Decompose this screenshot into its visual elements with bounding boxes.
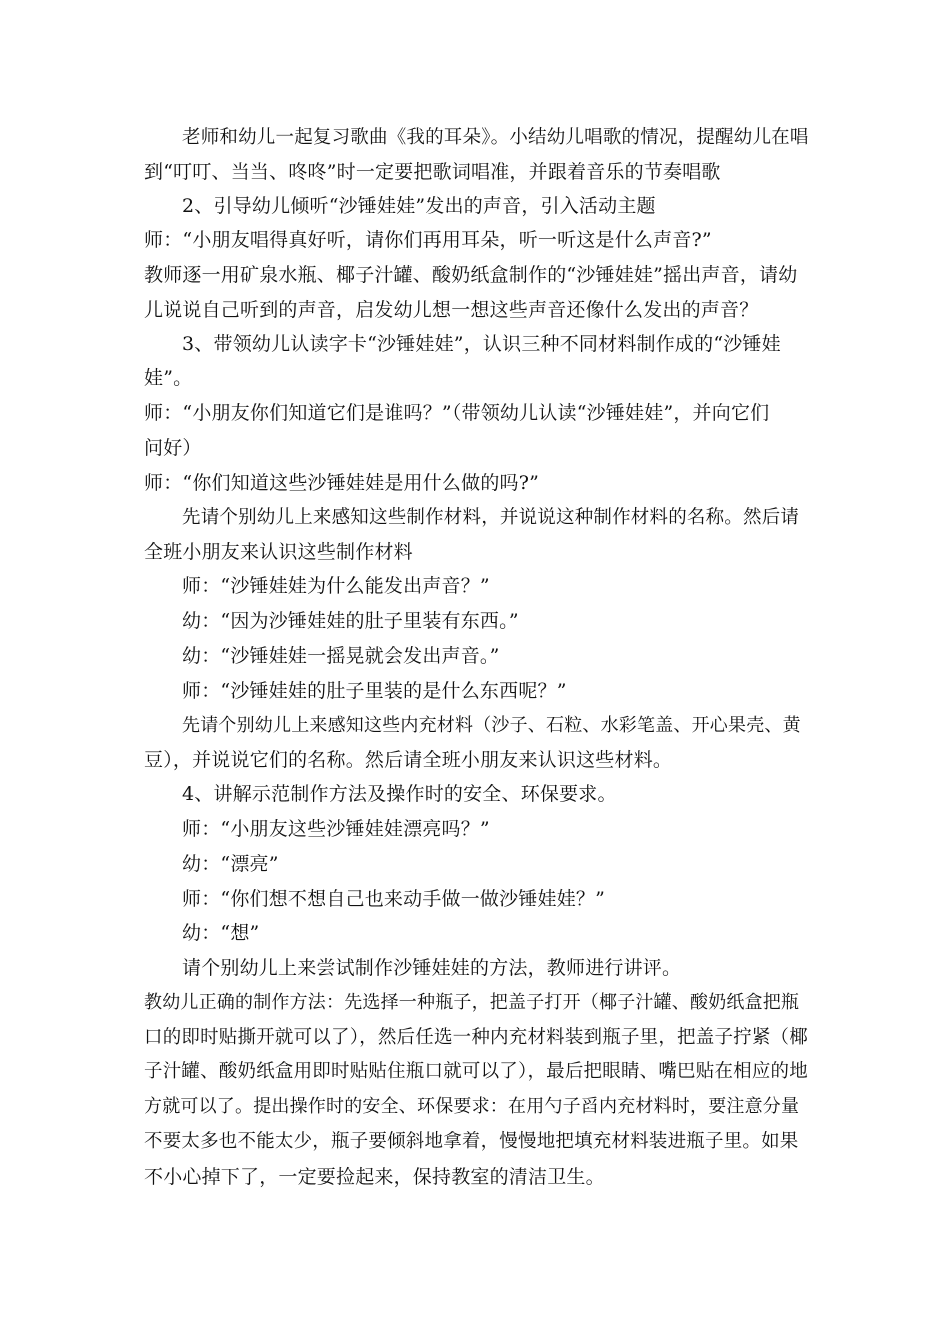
dialogue-line: 问好）: [144, 437, 202, 459]
dialogue-line: 师：“沙锤娃娃为什么能发出声音？”: [182, 575, 490, 597]
paragraph-line: 全班小朋友来认识这些制作材料: [144, 541, 413, 563]
paragraph-line: 不小心掉下了，一定要捡起来，保持教室的清洁卫生。: [144, 1166, 605, 1188]
paragraph-line: 老师和幼儿一起复习歌曲《我的耳朵》。小结幼儿唱歌的情况，提醒幼儿在唱: [182, 127, 809, 148]
paragraph-line: 到“叮叮、当当、咚咚”时一定要把歌词唱准，并跟着音乐的节奏唱歌: [144, 161, 721, 183]
dialogue-line: 幼：“沙锤娃娃一摇晃就会发出声音。”: [182, 645, 500, 667]
dialogue-line: 师：“小朋友你们知道它们是谁吗？”（带领幼儿认读“沙锤娃娃”，并向它们: [144, 402, 770, 424]
paragraph-line: 豆），并说说它们的名称。然后请全班小朋友来认识这些材料。: [144, 749, 673, 771]
paragraph-line: 儿说说自己听到的声音，启发幼儿想一想这些声音还像什么发出的声音？: [144, 299, 759, 321]
paragraph-line: 教幼儿正确的制作方法：先选择一种瓶子，把盖子打开（椰子汁罐、酸奶纸盒把瓶: [144, 992, 800, 1013]
dialogue-line: 幼：“漂亮”: [182, 853, 279, 875]
paragraph-line: 子汁罐、酸奶纸盒用即时贴贴住瓶口就可以了），最后把眼睛、嘴巴贴在相应的地: [144, 1061, 808, 1082]
paragraph-line: 不要太多也不能太少，瓶子要倾斜地拿着，慢慢地把填充材料装进瓶子里。如果: [144, 1131, 799, 1152]
paragraph-line: 教师逐一用矿泉水瓶、椰子汁罐、酸奶纸盒制作的“沙锤娃娃”摇出声音，请幼: [144, 264, 798, 286]
paragraph-line: 方就可以了。提出操作时的安全、环保要求：在用勺子舀内充材料时，要注意分量: [144, 1096, 800, 1117]
dialogue-line: 师：“小朋友这些沙锤娃娃漂亮吗？”: [182, 818, 490, 840]
paragraph-line: 先请个别幼儿上来感知这些内充材料（沙子、石粒、水彩笔盖、开心果壳、黄: [182, 715, 801, 736]
paragraph-line: 口的即时贴撕开就可以了），然后任选一种内充材料装到瓶子里，把盖子拧紧（椰: [144, 1027, 808, 1048]
dialogue-line: 师：“你们想不想自己也来动手做一做沙锤娃娃？”: [182, 888, 606, 910]
paragraph-line: 请个别幼儿上来尝试制作沙锤娃娃的方法，教师进行讲评。: [182, 957, 682, 979]
dialogue-line: 师：“你们知道这些沙锤娃娃是用什么做的吗?”: [144, 472, 540, 494]
section-heading: 2、引导幼儿倾听“沙锤娃娃”发出的声音，引入活动主题: [182, 195, 656, 217]
section-heading: 4、讲解示范制作方法及操作时的安全、环保要求。: [182, 783, 617, 805]
paragraph-line: 娃”。: [144, 367, 193, 389]
section-heading: 3、带领幼儿认读字卡“沙锤娃娃”，认识三种不同材料制作成的“沙锤娃: [182, 333, 781, 355]
dialogue-line: 师：“沙锤娃娃的肚子里装的是什么东西呢？”: [182, 680, 567, 702]
dialogue-line: 师：“小朋友唱得真好听，请你们再用耳朵，听一听这是什么声音?”: [144, 229, 712, 251]
dialogue-line: 幼：“想”: [182, 922, 260, 944]
paragraph-line: 先请个别幼儿上来感知这些制作材料，并说说这种制作材料的名称。然后请: [182, 507, 800, 528]
dialogue-line: 幼：“因为沙锤娃娃的肚子里装有东西。”: [182, 610, 519, 632]
